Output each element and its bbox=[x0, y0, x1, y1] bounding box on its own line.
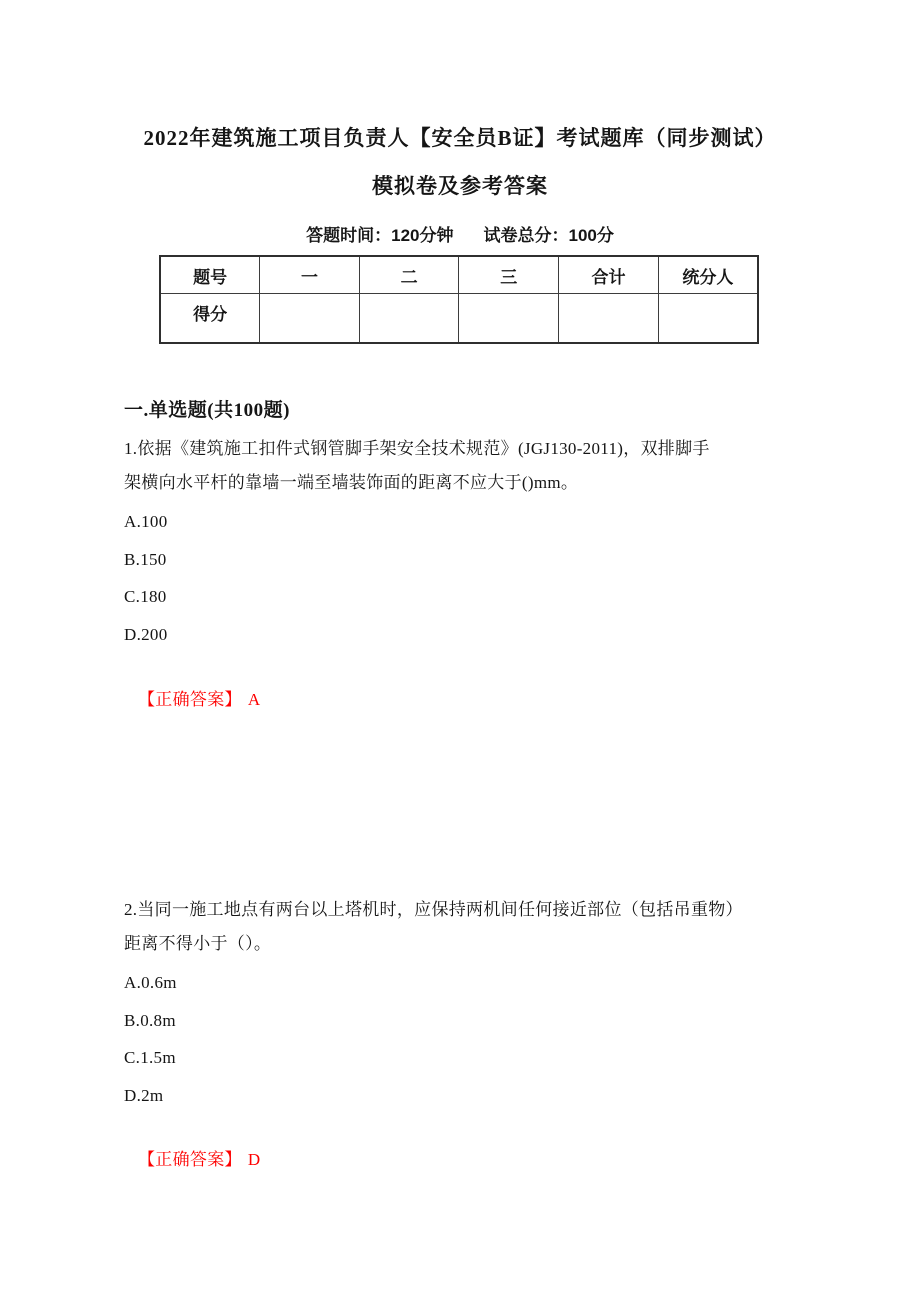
question-2-option-d: D.2m bbox=[124, 1085, 164, 1105]
document-title-line2: 模拟卷及参考答案 bbox=[372, 174, 548, 198]
question-1-text-line-1: 1.依据《建筑施工扣件式钢管脚手架安全技术规范》(JGJ130-2011)，双排脚手 bbox=[124, 439, 710, 458]
score-table-header-question-no: 题号 bbox=[160, 256, 260, 294]
question-1-correct-answer bbox=[138, 690, 260, 710]
question-1-option-b: B.150 bbox=[124, 549, 167, 569]
score-table bbox=[159, 255, 759, 344]
exam-meta-line bbox=[0, 221, 920, 246]
document-title-line1: 2022年建筑施工项目负责人【安全员B证】考试题库（同步测试） bbox=[143, 126, 777, 150]
score-table-header-part3: 三 bbox=[459, 256, 559, 294]
question-2-option-c: C.1.5m bbox=[124, 1048, 176, 1067]
question-2-option-a: A.0.6m bbox=[124, 973, 177, 992]
score-cell-total bbox=[559, 294, 659, 344]
correct-answer-label: 【正确答案】 bbox=[138, 690, 242, 709]
question-2 bbox=[124, 893, 804, 1114]
score-table-header-part2: 二 bbox=[359, 256, 459, 294]
score-table-header-row bbox=[160, 256, 758, 294]
score-table-header-part1: 一 bbox=[260, 256, 360, 294]
score-cell-part3 bbox=[459, 294, 559, 344]
score-cell-part1 bbox=[260, 294, 360, 344]
question-1 bbox=[124, 432, 804, 653]
score-cell-scorer bbox=[658, 294, 758, 344]
score-table-header-scorer: 统分人 bbox=[658, 256, 758, 294]
score-row-label: 得分 bbox=[160, 294, 260, 344]
question-1-option-d: D.200 bbox=[124, 624, 168, 644]
answer-time-label: 答题时间：120分钟 bbox=[306, 226, 454, 245]
question-2-correct-answer bbox=[138, 1150, 260, 1170]
correct-answer-value: D bbox=[247, 1150, 261, 1169]
score-table-header-total: 合计 bbox=[559, 256, 659, 294]
section-heading-single-choice: 一.单选题(共100题) bbox=[124, 400, 290, 421]
correct-answer-label: 【正确答案】 bbox=[138, 1150, 242, 1169]
question-1-options bbox=[124, 503, 804, 653]
question-2-option-b: B.0.8m bbox=[124, 1010, 176, 1030]
total-score-label: 试卷总分：100分 bbox=[483, 226, 614, 245]
question-2-text-line-1: 2.当同一施工地点有两台以上塔机时，应保持两机间任何接近部位（包括吊重物） bbox=[124, 900, 743, 919]
question-1-option-c: C.180 bbox=[124, 587, 167, 606]
correct-answer-value: A bbox=[247, 690, 261, 709]
question-2-options bbox=[124, 964, 804, 1114]
score-table-score-row bbox=[160, 294, 758, 344]
question-1-text-line-2: 架横向水平杆的靠墙一端至墙装饰面的距离不应大于()mm。 bbox=[124, 473, 579, 492]
question-2-text-line-2: 距离不得小于（）。 bbox=[124, 934, 272, 953]
question-1-option-a: A.100 bbox=[124, 512, 168, 531]
score-cell-part2 bbox=[359, 294, 459, 344]
